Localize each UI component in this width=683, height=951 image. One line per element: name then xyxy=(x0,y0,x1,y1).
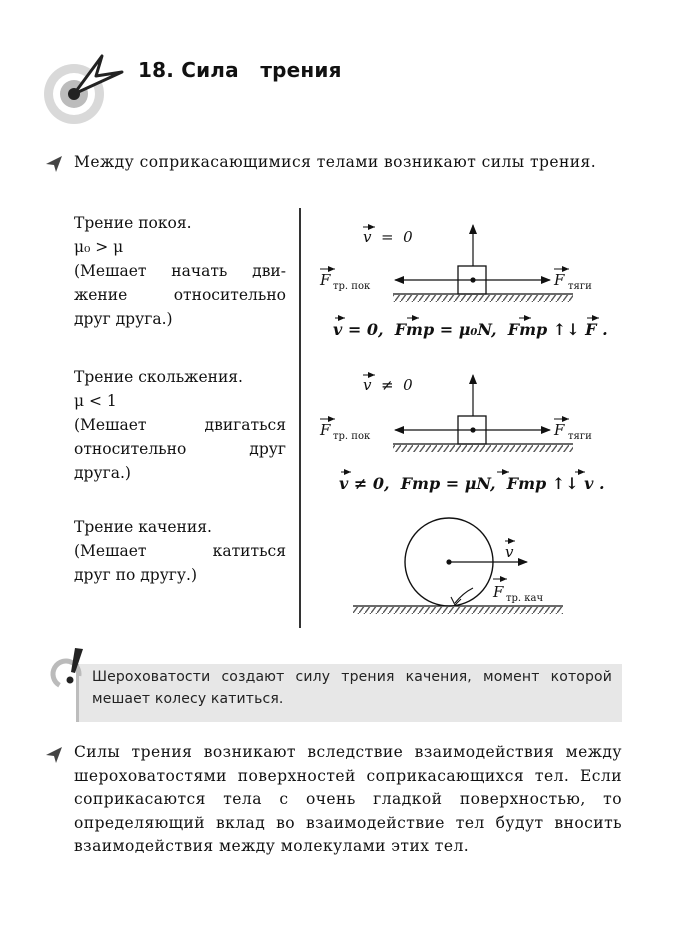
sliding-friction-relation: μ < 1 xyxy=(74,392,117,410)
svg-text:F: F xyxy=(320,421,331,439)
static-friction-block xyxy=(74,211,286,331)
static-velocity-label: v = 0 xyxy=(363,228,413,246)
sliding-formula: v ≠ 0, Fтр = μN, Fтр ↑↓ v . xyxy=(339,474,605,493)
rolling-friction-desc-line: (Мешает катиться xyxy=(74,542,286,560)
rolling-friction-name: Трение качения. xyxy=(74,518,212,536)
static-friction-desc-line: жение относительно xyxy=(74,286,286,304)
static-friction-desc-line: (Мешает начать дви- xyxy=(74,262,286,280)
sliding-friction-desc-line: относительно друг xyxy=(74,440,286,458)
svg-text:F: F xyxy=(493,583,504,601)
page-title: 18. Сила трения xyxy=(138,58,342,82)
rolling-velocity-label: v xyxy=(505,543,514,561)
note-text: Шероховатости создают силу трения качения, момент которой мешает колесу катиться. xyxy=(92,669,612,707)
static-friction-relation: μ₀ > μ xyxy=(74,238,124,256)
arrow-bullet-icon xyxy=(44,745,64,765)
sliding-friction-desc-line: (Мешает двигаться xyxy=(74,416,286,434)
rolling-friction-diagram xyxy=(353,518,563,614)
sliding-friction-subscript: тр. пок xyxy=(333,431,371,442)
static-formula: v = 0, Fтр = μ₀N, Fтр ↑↓ F . xyxy=(333,320,608,339)
sliding-friction-name: Трение скольжения. xyxy=(74,368,243,386)
static-traction-subscript: тяги xyxy=(568,281,592,292)
target-arrow-logo xyxy=(38,42,148,132)
arrow-bullet-icon xyxy=(44,154,64,174)
rolling-friction-desc-line: друг по другу.) xyxy=(74,566,198,584)
static-friction-subscript: тр. пок xyxy=(333,281,371,292)
sliding-friction-diagram xyxy=(319,375,605,493)
column-divider xyxy=(299,208,301,628)
rolling-friction-subscript: тр. кач xyxy=(506,593,544,604)
svg-text:F: F xyxy=(554,421,565,439)
sliding-friction-desc-line: друга.) xyxy=(74,464,131,482)
bottom-paragraph: Силы трения возникают вследствие взаимодействия между шероховатостями поверхностей соприкасающихся тел. Если соприкасаются тела с очень гладкой поверхностью, то определяющий вклад во взаимодействие тел будут вносить взаимодействия между молекулами этих тел. xyxy=(74,743,622,855)
static-friction-desc-line: друг друга.) xyxy=(74,310,173,328)
static-friction-name: Трение покоя. xyxy=(74,214,192,232)
exclamation-note-icon xyxy=(48,646,92,692)
sliding-velocity-label: v ≠ 0 xyxy=(363,376,413,394)
intro-paragraph: Между соприкасающимися телами возникают силы трения. xyxy=(74,153,597,171)
sliding-friction-block xyxy=(74,365,286,485)
static-friction-diagram xyxy=(319,225,608,339)
rolling-friction-block xyxy=(74,515,286,587)
svg-text:F: F xyxy=(554,271,565,289)
sliding-traction-subscript: тяги xyxy=(568,431,592,442)
svg-text:F: F xyxy=(320,271,331,289)
friction-diagrams xyxy=(305,205,635,625)
